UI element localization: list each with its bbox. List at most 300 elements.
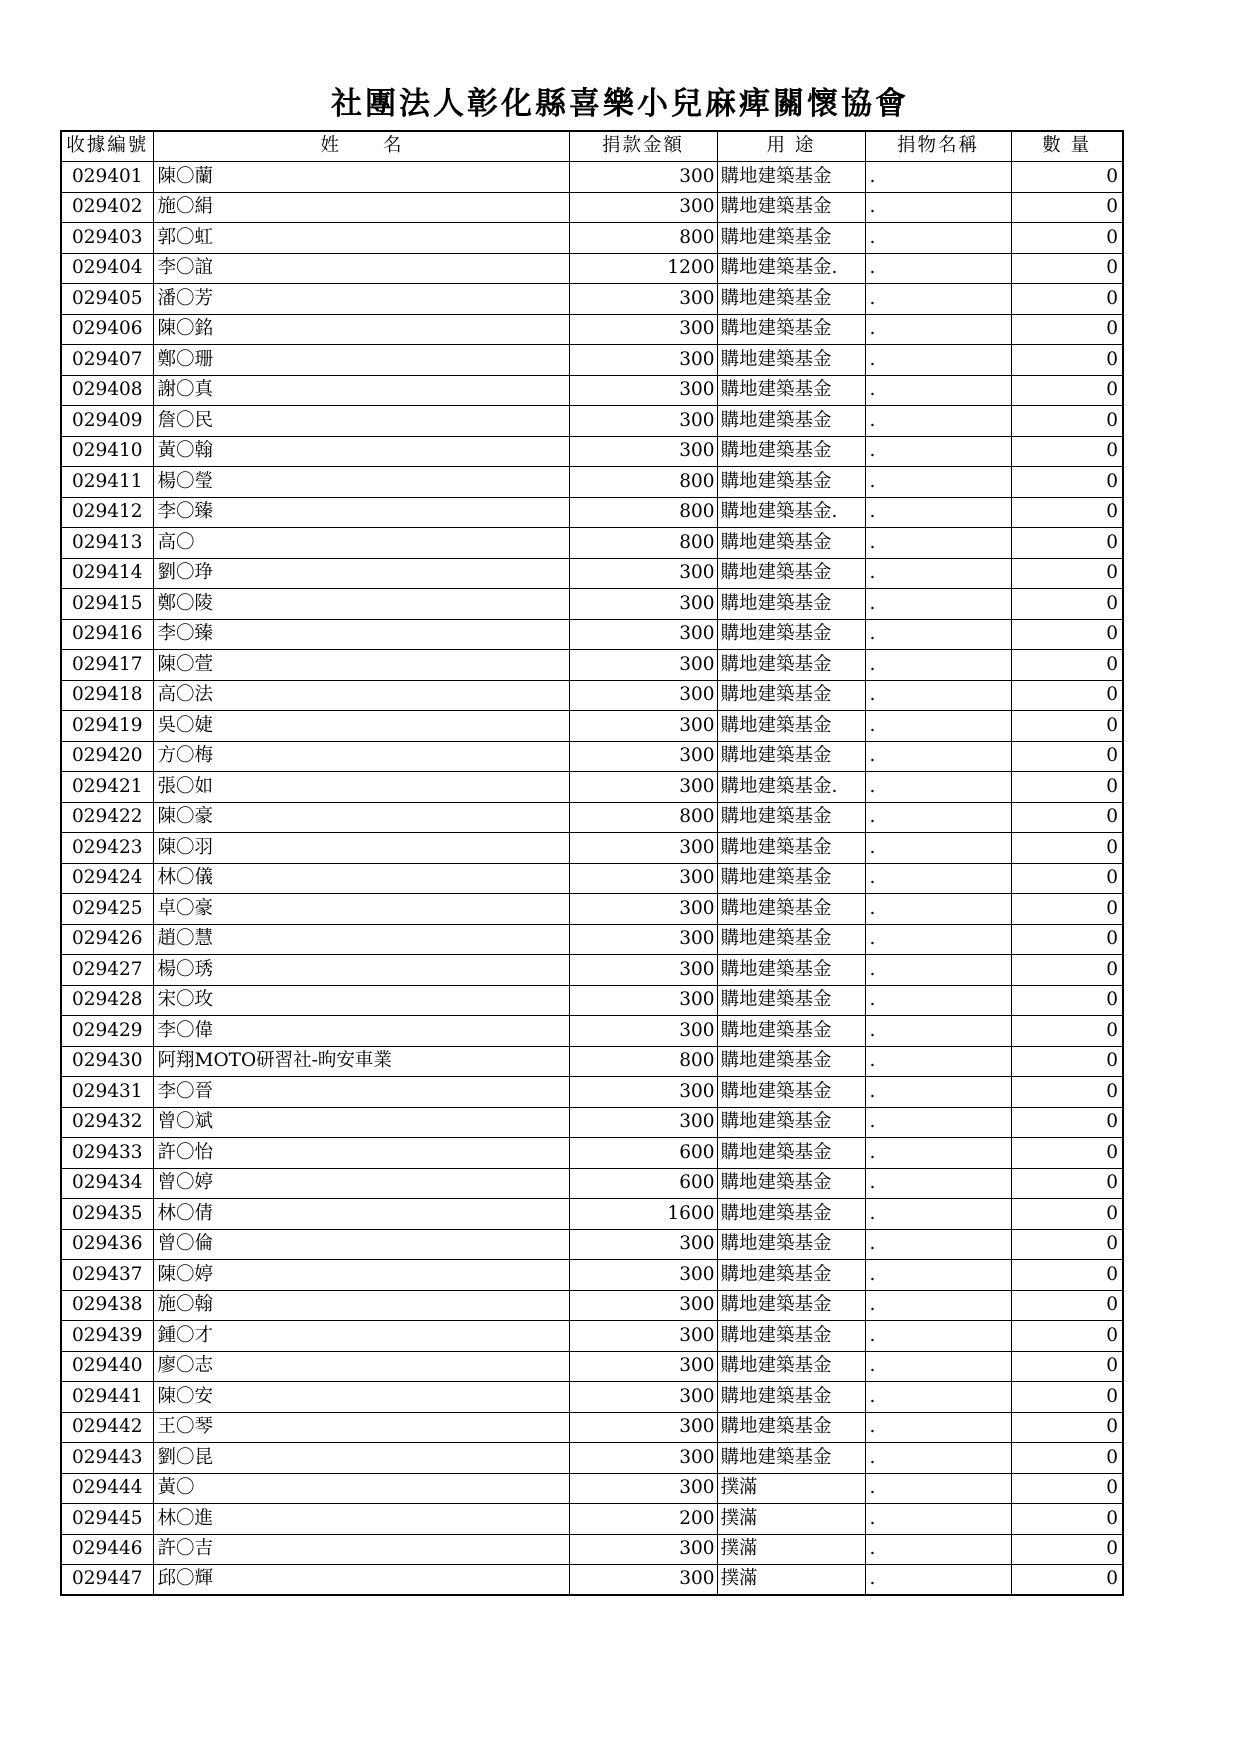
donor-name-cell: 李〇臻 bbox=[153, 619, 569, 650]
purpose-cell: 購地建築基金 bbox=[717, 1016, 865, 1047]
table-row bbox=[61, 1229, 1123, 1260]
donor-name-cell: 陳〇羽 bbox=[153, 833, 569, 864]
receipt-no-cell: 029402 bbox=[61, 192, 153, 223]
purpose-cell: 購地建築基金 bbox=[717, 1443, 865, 1474]
table-row bbox=[61, 1107, 1123, 1138]
item-name-cell: . bbox=[865, 772, 1011, 803]
quantity-cell: 0 bbox=[1011, 223, 1123, 254]
receipt-no-cell: 029401 bbox=[61, 162, 153, 193]
purpose-cell: 購地建築基金 bbox=[717, 1199, 865, 1230]
receipt-no-cell: 029438 bbox=[61, 1290, 153, 1321]
receipt-no-cell: 029422 bbox=[61, 802, 153, 833]
donation-table bbox=[60, 130, 1124, 1596]
quantity-cell: 0 bbox=[1011, 894, 1123, 925]
amount-cell: 300 bbox=[569, 436, 717, 467]
item-name-cell: . bbox=[865, 1443, 1011, 1474]
donor-name-cell: 陳〇萱 bbox=[153, 650, 569, 681]
quantity-cell: 0 bbox=[1011, 1199, 1123, 1230]
amount-cell: 300 bbox=[569, 1107, 717, 1138]
purpose-cell: 購地建築基金. bbox=[717, 253, 865, 284]
amount-cell: 800 bbox=[569, 1046, 717, 1077]
quantity-cell: 0 bbox=[1011, 1290, 1123, 1321]
quantity-cell: 0 bbox=[1011, 1260, 1123, 1291]
receipt-no-cell: 029406 bbox=[61, 314, 153, 345]
receipt-no-cell: 029424 bbox=[61, 863, 153, 894]
table-row bbox=[61, 1351, 1123, 1382]
purpose-cell: 購地建築基金 bbox=[717, 467, 865, 498]
purpose-cell: 購地建築基金 bbox=[717, 589, 865, 620]
donor-name-cell: 方〇梅 bbox=[153, 741, 569, 772]
donor-name-cell: 曾〇倫 bbox=[153, 1229, 569, 1260]
quantity-cell: 0 bbox=[1011, 1534, 1123, 1565]
purpose-cell: 購地建築基金 bbox=[717, 284, 865, 315]
donor-name-cell: 黃〇 bbox=[153, 1473, 569, 1504]
table-row bbox=[61, 284, 1123, 315]
table-row bbox=[61, 711, 1123, 742]
quantity-cell: 0 bbox=[1011, 1351, 1123, 1382]
amount-cell: 1600 bbox=[569, 1199, 717, 1230]
quantity-cell: 0 bbox=[1011, 680, 1123, 711]
purpose-cell: 購地建築基金 bbox=[717, 802, 865, 833]
purpose-cell: 購地建築基金 bbox=[717, 375, 865, 406]
purpose-cell: 購地建築基金 bbox=[717, 711, 865, 742]
quantity-cell: 0 bbox=[1011, 1565, 1123, 1596]
table-row bbox=[61, 1046, 1123, 1077]
purpose-cell: 撲滿 bbox=[717, 1504, 865, 1535]
receipt-no-cell: 029409 bbox=[61, 406, 153, 437]
table-row bbox=[61, 497, 1123, 528]
purpose-cell: 購地建築基金 bbox=[717, 1046, 865, 1077]
amount-cell: 300 bbox=[569, 1016, 717, 1047]
purpose-cell: 購地建築基金 bbox=[717, 528, 865, 559]
header-amount: 捐款金額 bbox=[569, 131, 717, 162]
table-row bbox=[61, 314, 1123, 345]
donor-name-cell: 林〇倩 bbox=[153, 1199, 569, 1230]
item-name-cell: . bbox=[865, 985, 1011, 1016]
donor-name-cell: 邱〇輝 bbox=[153, 1565, 569, 1596]
quantity-cell: 0 bbox=[1011, 1321, 1123, 1352]
receipt-no-cell: 029446 bbox=[61, 1534, 153, 1565]
purpose-cell: 購地建築基金 bbox=[717, 985, 865, 1016]
purpose-cell: 購地建築基金. bbox=[717, 772, 865, 803]
item-name-cell: . bbox=[865, 1229, 1011, 1260]
receipt-no-cell: 029407 bbox=[61, 345, 153, 376]
receipt-no-cell: 029442 bbox=[61, 1412, 153, 1443]
table-row bbox=[61, 619, 1123, 650]
table-row bbox=[61, 833, 1123, 864]
table-row bbox=[61, 406, 1123, 437]
receipt-no-cell: 029447 bbox=[61, 1565, 153, 1596]
item-name-cell: . bbox=[865, 1260, 1011, 1291]
donor-name-cell: 卓〇豪 bbox=[153, 894, 569, 925]
donor-name-cell: 林〇儀 bbox=[153, 863, 569, 894]
purpose-cell: 購地建築基金 bbox=[717, 558, 865, 589]
quantity-cell: 0 bbox=[1011, 1473, 1123, 1504]
donor-name-cell: 郭〇虹 bbox=[153, 223, 569, 254]
item-name-cell: . bbox=[865, 314, 1011, 345]
receipt-no-cell: 029440 bbox=[61, 1351, 153, 1382]
item-name-cell: . bbox=[865, 467, 1011, 498]
quantity-cell: 0 bbox=[1011, 955, 1123, 986]
purpose-cell: 購地建築基金 bbox=[717, 1077, 865, 1108]
donor-name-cell: 施〇翰 bbox=[153, 1290, 569, 1321]
quantity-cell: 0 bbox=[1011, 619, 1123, 650]
table-row bbox=[61, 863, 1123, 894]
table-row bbox=[61, 1199, 1123, 1230]
receipt-no-cell: 029421 bbox=[61, 772, 153, 803]
amount-cell: 300 bbox=[569, 924, 717, 955]
item-name-cell: . bbox=[865, 1107, 1011, 1138]
table-row bbox=[61, 1473, 1123, 1504]
purpose-cell: 購地建築基金 bbox=[717, 1351, 865, 1382]
purpose-cell: 購地建築基金 bbox=[717, 619, 865, 650]
header-purpose: 用 途 bbox=[717, 131, 865, 162]
table-row bbox=[61, 1504, 1123, 1535]
donor-name-cell: 鄭〇陵 bbox=[153, 589, 569, 620]
purpose-cell: 購地建築基金 bbox=[717, 162, 865, 193]
amount-cell: 300 bbox=[569, 284, 717, 315]
table-row bbox=[61, 741, 1123, 772]
receipt-no-cell: 029417 bbox=[61, 650, 153, 681]
item-name-cell: . bbox=[865, 1382, 1011, 1413]
item-name-cell: . bbox=[865, 924, 1011, 955]
table-row bbox=[61, 223, 1123, 254]
quantity-cell: 0 bbox=[1011, 436, 1123, 467]
purpose-cell: 購地建築基金 bbox=[717, 1107, 865, 1138]
donor-name-cell: 曾〇斌 bbox=[153, 1107, 569, 1138]
item-name-cell: . bbox=[865, 1290, 1011, 1321]
donor-name-cell: 林〇進 bbox=[153, 1504, 569, 1535]
quantity-cell: 0 bbox=[1011, 1443, 1123, 1474]
donor-name-cell: 謝〇真 bbox=[153, 375, 569, 406]
item-name-cell: . bbox=[865, 1534, 1011, 1565]
item-name-cell: . bbox=[865, 1138, 1011, 1169]
table-row bbox=[61, 924, 1123, 955]
quantity-cell: 0 bbox=[1011, 375, 1123, 406]
receipt-no-cell: 029444 bbox=[61, 1473, 153, 1504]
amount-cell: 300 bbox=[569, 1321, 717, 1352]
purpose-cell: 購地建築基金 bbox=[717, 436, 865, 467]
purpose-cell: 購地建築基金 bbox=[717, 1138, 865, 1169]
item-name-cell: . bbox=[865, 1016, 1011, 1047]
receipt-no-cell: 029433 bbox=[61, 1138, 153, 1169]
item-name-cell: . bbox=[865, 436, 1011, 467]
quantity-cell: 0 bbox=[1011, 589, 1123, 620]
amount-cell: 1200 bbox=[569, 253, 717, 284]
quantity-cell: 0 bbox=[1011, 1504, 1123, 1535]
receipt-no-cell: 029439 bbox=[61, 1321, 153, 1352]
header-name bbox=[153, 131, 569, 162]
quantity-cell: 0 bbox=[1011, 1168, 1123, 1199]
quantity-cell: 0 bbox=[1011, 1382, 1123, 1413]
amount-cell: 300 bbox=[569, 1443, 717, 1474]
quantity-cell: 0 bbox=[1011, 314, 1123, 345]
amount-cell: 300 bbox=[569, 1260, 717, 1291]
quantity-cell: 0 bbox=[1011, 1229, 1123, 1260]
amount-cell: 200 bbox=[569, 1504, 717, 1535]
donor-name-cell: 宋〇玫 bbox=[153, 985, 569, 1016]
donor-name-cell: 陳〇婷 bbox=[153, 1260, 569, 1291]
purpose-cell: 購地建築基金 bbox=[717, 314, 865, 345]
item-name-cell: . bbox=[865, 253, 1011, 284]
quantity-cell: 0 bbox=[1011, 1138, 1123, 1169]
purpose-cell: 撲滿 bbox=[717, 1473, 865, 1504]
header-quantity: 數 量 bbox=[1011, 131, 1123, 162]
table-row bbox=[61, 528, 1123, 559]
donor-name-cell: 王〇琴 bbox=[153, 1412, 569, 1443]
donor-name-cell: 李〇偉 bbox=[153, 1016, 569, 1047]
item-name-cell: . bbox=[865, 1077, 1011, 1108]
quantity-cell: 0 bbox=[1011, 192, 1123, 223]
quantity-cell: 0 bbox=[1011, 1046, 1123, 1077]
item-name-cell: . bbox=[865, 833, 1011, 864]
item-name-cell: . bbox=[865, 192, 1011, 223]
purpose-cell: 購地建築基金 bbox=[717, 1260, 865, 1291]
table-row bbox=[61, 985, 1123, 1016]
amount-cell: 300 bbox=[569, 985, 717, 1016]
donor-name-cell: 陳〇銘 bbox=[153, 314, 569, 345]
table-row bbox=[61, 772, 1123, 803]
donor-name-cell: 許〇吉 bbox=[153, 1534, 569, 1565]
quantity-cell: 0 bbox=[1011, 741, 1123, 772]
table-row bbox=[61, 1168, 1123, 1199]
amount-cell: 800 bbox=[569, 528, 717, 559]
item-name-cell: . bbox=[865, 589, 1011, 620]
quantity-cell: 0 bbox=[1011, 467, 1123, 498]
item-name-cell: . bbox=[865, 162, 1011, 193]
purpose-cell: 購地建築基金 bbox=[717, 1412, 865, 1443]
item-name-cell: . bbox=[865, 955, 1011, 986]
header-name-second: 名 bbox=[383, 135, 402, 157]
receipt-no-cell: 029435 bbox=[61, 1199, 153, 1230]
donor-name-cell: 詹〇民 bbox=[153, 406, 569, 437]
donor-name-cell: 趙〇慧 bbox=[153, 924, 569, 955]
item-name-cell: . bbox=[865, 558, 1011, 589]
amount-cell: 300 bbox=[569, 955, 717, 986]
receipt-no-cell: 029411 bbox=[61, 467, 153, 498]
receipt-no-cell: 029428 bbox=[61, 985, 153, 1016]
amount-cell: 800 bbox=[569, 497, 717, 528]
donor-name-cell: 李〇臻 bbox=[153, 497, 569, 528]
purpose-cell: 購地建築基金 bbox=[717, 345, 865, 376]
item-name-cell: . bbox=[865, 1046, 1011, 1077]
purpose-cell: 購地建築基金 bbox=[717, 894, 865, 925]
item-name-cell: . bbox=[865, 406, 1011, 437]
item-name-cell: . bbox=[865, 1504, 1011, 1535]
item-name-cell: . bbox=[865, 741, 1011, 772]
amount-cell: 300 bbox=[569, 1565, 717, 1596]
item-name-cell: . bbox=[865, 375, 1011, 406]
receipt-no-cell: 029445 bbox=[61, 1504, 153, 1535]
amount-cell: 800 bbox=[569, 223, 717, 254]
donor-name-cell: 黃〇翰 bbox=[153, 436, 569, 467]
amount-cell: 300 bbox=[569, 894, 717, 925]
amount-cell: 300 bbox=[569, 1077, 717, 1108]
donor-name-cell: 許〇怡 bbox=[153, 1138, 569, 1169]
receipt-no-cell: 029429 bbox=[61, 1016, 153, 1047]
donor-name-cell: 楊〇瑩 bbox=[153, 467, 569, 498]
quantity-cell: 0 bbox=[1011, 772, 1123, 803]
amount-cell: 300 bbox=[569, 1229, 717, 1260]
amount-cell: 300 bbox=[569, 1412, 717, 1443]
receipt-no-cell: 029427 bbox=[61, 955, 153, 986]
amount-cell: 300 bbox=[569, 863, 717, 894]
table-row bbox=[61, 162, 1123, 193]
table-header-row bbox=[61, 131, 1123, 162]
donor-name-cell: 陳〇安 bbox=[153, 1382, 569, 1413]
donor-name-cell: 高〇 bbox=[153, 528, 569, 559]
purpose-cell: 購地建築基金 bbox=[717, 863, 865, 894]
donor-name-cell: 吳〇婕 bbox=[153, 711, 569, 742]
purpose-cell: 購地建築基金 bbox=[717, 741, 865, 772]
receipt-no-cell: 029436 bbox=[61, 1229, 153, 1260]
item-name-cell: . bbox=[865, 284, 1011, 315]
table-row bbox=[61, 680, 1123, 711]
receipt-no-cell: 029423 bbox=[61, 833, 153, 864]
purpose-cell: 購地建築基金 bbox=[717, 406, 865, 437]
quantity-cell: 0 bbox=[1011, 528, 1123, 559]
purpose-cell: 購地建築基金 bbox=[717, 1168, 865, 1199]
donor-name-cell: 潘〇芳 bbox=[153, 284, 569, 315]
table-row bbox=[61, 589, 1123, 620]
table-row bbox=[61, 1138, 1123, 1169]
item-name-cell: . bbox=[865, 802, 1011, 833]
item-name-cell: . bbox=[865, 619, 1011, 650]
item-name-cell: . bbox=[865, 1351, 1011, 1382]
donor-name-cell: 鍾〇才 bbox=[153, 1321, 569, 1352]
donor-name-cell: 陳〇蘭 bbox=[153, 162, 569, 193]
amount-cell: 300 bbox=[569, 162, 717, 193]
purpose-cell: 購地建築基金 bbox=[717, 1229, 865, 1260]
amount-cell: 300 bbox=[569, 345, 717, 376]
receipt-no-cell: 029404 bbox=[61, 253, 153, 284]
purpose-cell: 購地建築基金. bbox=[717, 497, 865, 528]
purpose-cell: 購地建築基金 bbox=[717, 680, 865, 711]
amount-cell: 300 bbox=[569, 650, 717, 681]
donor-name-cell: 鄭〇珊 bbox=[153, 345, 569, 376]
table-body bbox=[61, 162, 1123, 1596]
item-name-cell: . bbox=[865, 528, 1011, 559]
table-row bbox=[61, 955, 1123, 986]
donor-name-cell: 廖〇志 bbox=[153, 1351, 569, 1382]
amount-cell: 300 bbox=[569, 1290, 717, 1321]
quantity-cell: 0 bbox=[1011, 558, 1123, 589]
table-row bbox=[61, 1382, 1123, 1413]
purpose-cell: 撲滿 bbox=[717, 1534, 865, 1565]
table-row bbox=[61, 1412, 1123, 1443]
donor-name-cell: 李〇誼 bbox=[153, 253, 569, 284]
receipt-no-cell: 029425 bbox=[61, 894, 153, 925]
quantity-cell: 0 bbox=[1011, 833, 1123, 864]
receipt-no-cell: 029414 bbox=[61, 558, 153, 589]
quantity-cell: 0 bbox=[1011, 1107, 1123, 1138]
receipt-no-cell: 029420 bbox=[61, 741, 153, 772]
purpose-cell: 購地建築基金 bbox=[717, 833, 865, 864]
amount-cell: 300 bbox=[569, 1382, 717, 1413]
amount-cell: 300 bbox=[569, 1534, 717, 1565]
header-name-first: 姓 bbox=[320, 135, 339, 157]
table-row bbox=[61, 1290, 1123, 1321]
item-name-cell: . bbox=[865, 1473, 1011, 1504]
quantity-cell: 0 bbox=[1011, 253, 1123, 284]
item-name-cell: . bbox=[865, 650, 1011, 681]
amount-cell: 300 bbox=[569, 741, 717, 772]
table-row bbox=[61, 375, 1123, 406]
item-name-cell: . bbox=[865, 711, 1011, 742]
receipt-no-cell: 029403 bbox=[61, 223, 153, 254]
amount-cell: 300 bbox=[569, 314, 717, 345]
table-row bbox=[61, 1260, 1123, 1291]
item-name-cell: . bbox=[865, 863, 1011, 894]
receipt-no-cell: 029412 bbox=[61, 497, 153, 528]
purpose-cell: 購地建築基金 bbox=[717, 924, 865, 955]
amount-cell: 300 bbox=[569, 589, 717, 620]
quantity-cell: 0 bbox=[1011, 985, 1123, 1016]
quantity-cell: 0 bbox=[1011, 284, 1123, 315]
table-row bbox=[61, 253, 1123, 284]
table-row bbox=[61, 467, 1123, 498]
amount-cell: 800 bbox=[569, 467, 717, 498]
table-row bbox=[61, 436, 1123, 467]
donor-name-cell: 曾〇婷 bbox=[153, 1168, 569, 1199]
donor-name-cell: 劉〇昆 bbox=[153, 1443, 569, 1474]
header-receipt-no: 收據編號 bbox=[61, 131, 153, 162]
quantity-cell: 0 bbox=[1011, 1412, 1123, 1443]
table-row bbox=[61, 1534, 1123, 1565]
receipt-no-cell: 029415 bbox=[61, 589, 153, 620]
table-row bbox=[61, 1321, 1123, 1352]
table-row bbox=[61, 650, 1123, 681]
receipt-no-cell: 029418 bbox=[61, 680, 153, 711]
purpose-cell: 購地建築基金 bbox=[717, 650, 865, 681]
item-name-cell: . bbox=[865, 894, 1011, 925]
amount-cell: 300 bbox=[569, 375, 717, 406]
table-row bbox=[61, 345, 1123, 376]
quantity-cell: 0 bbox=[1011, 1077, 1123, 1108]
table-row bbox=[61, 558, 1123, 589]
item-name-cell: . bbox=[865, 680, 1011, 711]
table-row bbox=[61, 1565, 1123, 1596]
receipt-no-cell: 029408 bbox=[61, 375, 153, 406]
receipt-no-cell: 029430 bbox=[61, 1046, 153, 1077]
receipt-no-cell: 029405 bbox=[61, 284, 153, 315]
table-row bbox=[61, 1016, 1123, 1047]
donor-name-cell: 李〇晉 bbox=[153, 1077, 569, 1108]
quantity-cell: 0 bbox=[1011, 406, 1123, 437]
quantity-cell: 0 bbox=[1011, 497, 1123, 528]
receipt-no-cell: 029443 bbox=[61, 1443, 153, 1474]
purpose-cell: 撲滿 bbox=[717, 1565, 865, 1596]
item-name-cell: . bbox=[865, 223, 1011, 254]
purpose-cell: 購地建築基金 bbox=[717, 1290, 865, 1321]
amount-cell: 300 bbox=[569, 711, 717, 742]
receipt-no-cell: 029413 bbox=[61, 528, 153, 559]
quantity-cell: 0 bbox=[1011, 924, 1123, 955]
quantity-cell: 0 bbox=[1011, 1016, 1123, 1047]
quantity-cell: 0 bbox=[1011, 802, 1123, 833]
quantity-cell: 0 bbox=[1011, 863, 1123, 894]
amount-cell: 800 bbox=[569, 802, 717, 833]
table-row bbox=[61, 1077, 1123, 1108]
purpose-cell: 購地建築基金 bbox=[717, 1321, 865, 1352]
donor-name-cell: 施〇絹 bbox=[153, 192, 569, 223]
quantity-cell: 0 bbox=[1011, 650, 1123, 681]
purpose-cell: 購地建築基金 bbox=[717, 192, 865, 223]
item-name-cell: . bbox=[865, 497, 1011, 528]
purpose-cell: 購地建築基金 bbox=[717, 955, 865, 986]
amount-cell: 300 bbox=[569, 406, 717, 437]
item-name-cell: . bbox=[865, 1168, 1011, 1199]
